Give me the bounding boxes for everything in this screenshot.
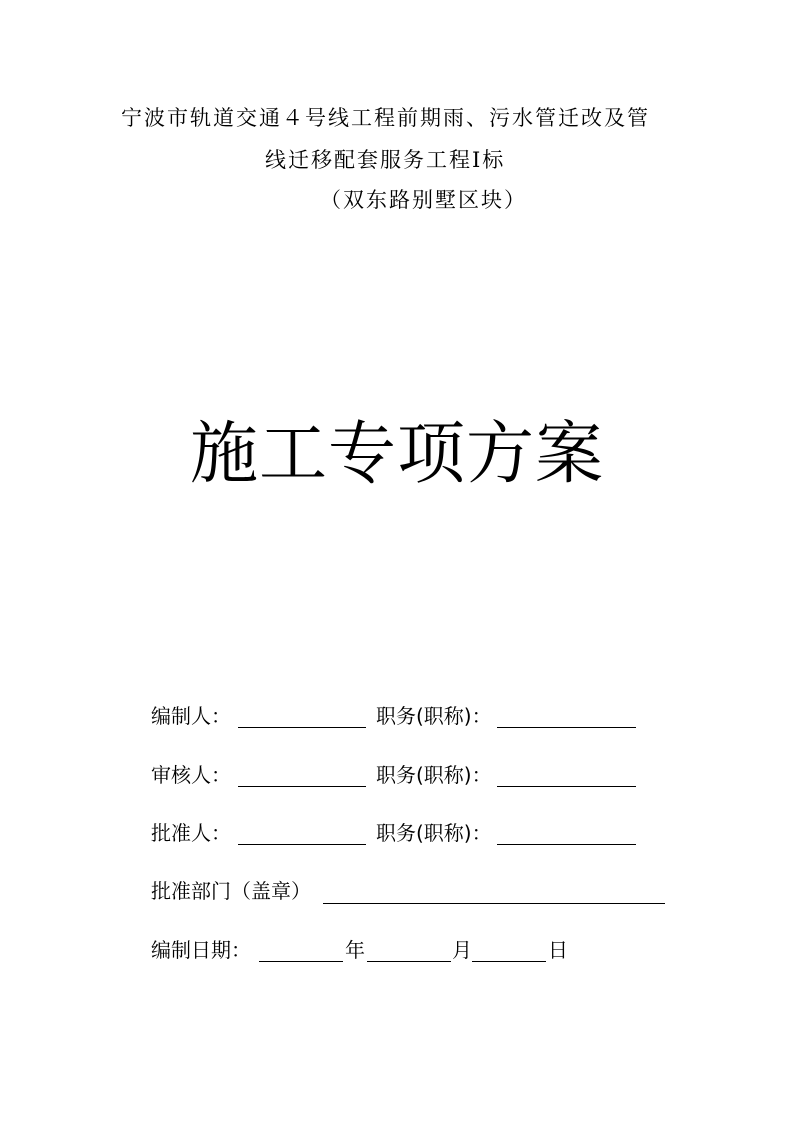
compiler-title-blank[interactable] (497, 727, 636, 728)
dept-label: 批准部门（盖章） (151, 879, 311, 903)
day-label: 日 (548, 938, 568, 962)
year-blank[interactable] (259, 961, 343, 962)
document-main-title: 施工专项方案 (189, 415, 604, 494)
reviewer-label: 审核人： (151, 763, 231, 787)
reviewer-title-label: 职务(职称)： (376, 763, 492, 787)
year-label: 年 (345, 938, 365, 962)
approver-title-label: 职务(职称)： (376, 821, 492, 845)
reviewer-title-blank[interactable] (497, 786, 636, 787)
day-blank[interactable] (472, 961, 546, 962)
compiler-title-label: 职务(职称)： (376, 704, 492, 728)
approver-blank[interactable] (238, 844, 366, 845)
month-blank[interactable] (367, 961, 451, 962)
compiler-blank[interactable] (238, 727, 366, 728)
approver-label: 批准人： (151, 821, 231, 845)
reviewer-blank[interactable] (238, 786, 366, 787)
dept-blank[interactable] (323, 903, 665, 904)
month-label: 月 (452, 938, 472, 962)
project-title-line-1: 宁波市轨道交通４号线工程前期雨、污水管迁改及管 (121, 106, 650, 130)
approver-title-blank[interactable] (497, 844, 636, 845)
compiler-label: 编制人： (151, 704, 231, 728)
date-label: 编制日期： (151, 938, 251, 962)
project-title-line-2: 线迁移配套服务工程Ⅰ标 (265, 148, 506, 172)
project-subtitle: （双东路别墅区块） (320, 188, 527, 212)
